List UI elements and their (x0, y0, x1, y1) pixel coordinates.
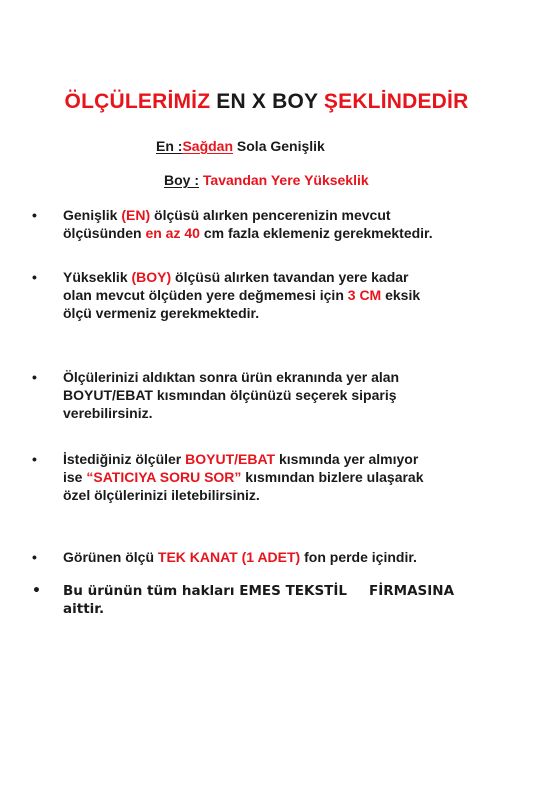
list-item-custom-size (32, 450, 522, 504)
bullet-icon: • (32, 451, 37, 467)
en-rest-text: Sola Genişlik (236, 138, 325, 154)
text: ölçü vermeniz gerekmektedir. (63, 305, 260, 321)
text: verebilirsiniz. (63, 405, 153, 421)
text: cm fazla eklemeniz gerekmektedir. (199, 225, 433, 241)
text: Görünen ölçü (63, 549, 158, 565)
text: Bu ürünün tüm hakları (63, 583, 240, 599)
highlight: BOYUT/EBAT (185, 451, 276, 467)
text: ölçüsü alırken pencerenizin mevcut (150, 207, 391, 223)
text: ölçüsü alırken tavandan yere kadar (171, 269, 409, 285)
text: kısmında yer almıyor (275, 451, 419, 467)
text: kısmından bizlere ulaşarak (241, 469, 424, 485)
text: FİRMASINA (369, 583, 455, 599)
highlight: en az 40 (145, 225, 200, 241)
title-part-2: EN X BOY (216, 90, 318, 113)
bullet-icon: • (32, 549, 37, 565)
company-name: EMES TEKSTİL (239, 583, 348, 599)
highlight: 3 CM (347, 287, 382, 303)
page-title (0, 90, 533, 114)
instructions-list (32, 206, 522, 618)
list-item-height (32, 268, 522, 322)
bullet-icon: • (32, 207, 37, 223)
text: Yükseklik (63, 269, 132, 285)
en-red-text: Sağdan (182, 138, 234, 154)
en-label: En : (156, 138, 183, 154)
boy-label: Boy : (164, 172, 199, 188)
list-item-ordering (32, 368, 522, 422)
text: fon perde içindir. (300, 549, 417, 565)
highlight: “SATICIYA SORU SOR” (86, 469, 242, 485)
highlight: TEK KANAT (1 ADET) (157, 549, 301, 565)
list-item-copyright (32, 582, 522, 618)
text: Ölçülerinizi aldıktan sonra ürün ekranında yer alan (63, 369, 400, 385)
text: ölçüsünden (63, 225, 146, 241)
text: ise (63, 469, 87, 485)
highlight: (BOY) (131, 269, 172, 285)
bullet-icon: • (32, 369, 37, 385)
width-definition (156, 138, 325, 154)
highlight: (EN) (121, 207, 151, 223)
list-item-width (32, 206, 522, 242)
text: aittir. (63, 601, 105, 617)
title-part-1: ÖLÇÜLERİMİZ (64, 90, 211, 113)
text: BOYUT/EBAT kısmından ölçünüzü seçerek sipariş (63, 387, 397, 403)
height-definition (164, 172, 369, 188)
boy-red-text: Tavandan Yere Yükseklik (202, 172, 369, 188)
text: özel ölçülerinizi iletebilirsiniz. (63, 487, 260, 503)
list-item-panel-count (32, 548, 522, 566)
bullet-icon: • (32, 269, 37, 285)
text: İstediğiniz ölçüler (63, 451, 186, 467)
text: Genişlik (63, 207, 122, 223)
title-part-3: ŞEKLİNDEDİR (323, 90, 469, 113)
bullet-icon: • (32, 583, 41, 599)
text: olan mevcut ölçüden yere değmemesi için (63, 287, 348, 303)
text: eksik (381, 287, 421, 303)
